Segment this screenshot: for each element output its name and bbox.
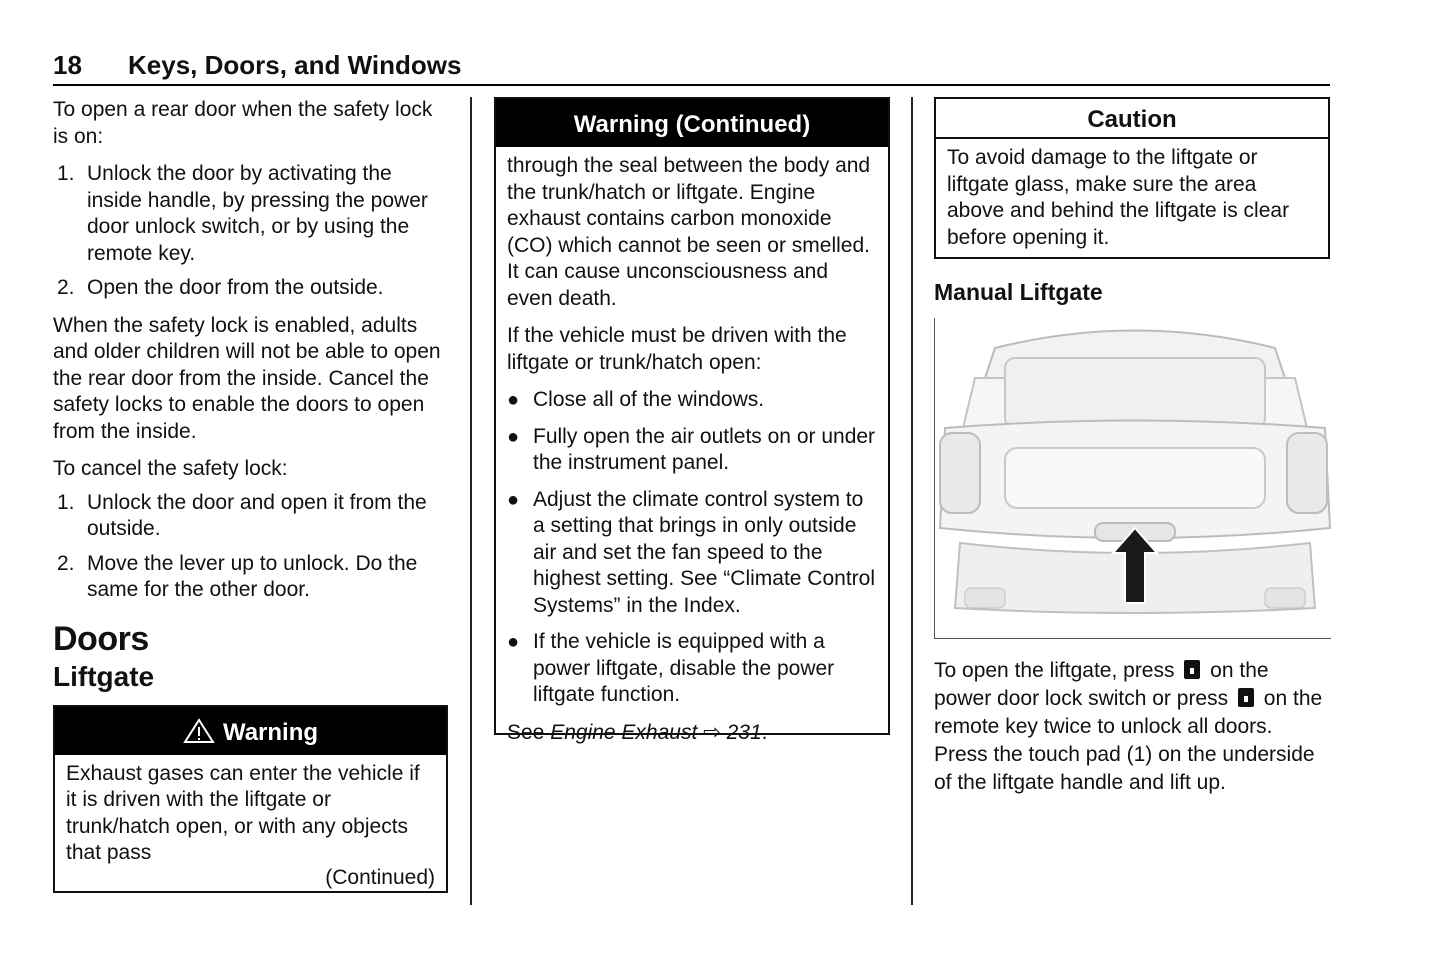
see-suffix: .: [761, 720, 768, 744]
vehicle-rear-image: [935, 318, 1331, 638]
heading-manual-liftgate: Manual Liftgate: [934, 279, 1103, 305]
bullet-text: Adjust the climate control system to a setting that brings in only outside air and set the fan speed to the highest setting. See “Climate Control Systems” in the Index.: [533, 487, 875, 617]
column-middle: [494, 97, 890, 744]
list-item: [507, 487, 877, 620]
bullet-icon: ●: [507, 631, 520, 653]
warning-continued-title: Warning (Continued): [496, 99, 888, 147]
open-steps-list: [53, 161, 448, 302]
bullet-icon: ●: [507, 389, 520, 411]
bullet-text: Close all of the windows.: [533, 388, 765, 411]
column-divider: [911, 97, 913, 905]
open-liftgate-text: [934, 657, 1330, 797]
heading-liftgate: Liftgate: [53, 661, 155, 692]
warning-continued-body: [496, 147, 888, 763]
warning-triangle-icon: [183, 718, 215, 744]
text-part: on the remote key twice to unlock all doors. Press the touch pad (1) on the underside of the liftgate handle and lift up.: [934, 686, 1323, 794]
step-text: Unlock the door by activating the inside handle, by pressing the power door unlock switch, or by using the remote key.: [87, 162, 428, 265]
warning-text: Exhaust gases can enter the vehicle if it is driven with the liftgate or trunk/hatch open, or with any objects that pass: [66, 761, 420, 864]
bullet-text: Fully open the air outlets on or under the instrument panel.: [533, 424, 876, 474]
bullet-text: If the vehicle is equipped with a power liftgate, disable the power liftgate function.: [533, 630, 835, 706]
cancel-intro: To cancel the safety lock:: [53, 457, 288, 480]
engine-exhaust-link[interactable]: Engine Exhaust: [550, 720, 698, 744]
warning-title-bar: [55, 707, 446, 755]
list-item: [53, 551, 448, 604]
see-reference: [507, 720, 877, 747]
warning-body: [55, 755, 446, 892]
page-ref-number[interactable]: 231: [726, 720, 762, 744]
column-right: [934, 97, 1330, 808]
step-text: Unlock the door and open it from the outside.: [87, 490, 427, 540]
caution-box: [934, 97, 1330, 259]
page-ref-arrow-icon: ⇨: [703, 720, 721, 744]
caution-title: Caution: [936, 99, 1328, 139]
step-text: Move the lever up to unlock. Do the same for the other door.: [87, 551, 418, 601]
column-divider: [470, 97, 472, 905]
unlock-icon: [1238, 688, 1254, 707]
liftgate-illustration: [934, 318, 1331, 639]
step-number: 1.: [57, 490, 75, 514]
warning-box: [53, 705, 448, 894]
bullet-icon: ●: [507, 488, 520, 511]
safety-lock-paragraph: When the safety lock is enabled, adults and older children will not be able to open the rear door from the inside. Cancel the safety locks to enable the doors to open from the inside.: [53, 313, 441, 443]
unlock-icon: [1184, 660, 1200, 679]
running-header: [53, 48, 1330, 86]
warning-continued-box: [494, 97, 890, 744]
text-part: To open the liftgate, press: [934, 658, 1181, 682]
section-title: Keys, Doors, and Windows: [128, 50, 462, 80]
column-left: [53, 97, 448, 893]
see-prefix: See: [507, 720, 551, 744]
list-item: [53, 490, 448, 543]
caution-text: To avoid damage to the liftgate or liftgate glass, make sure the area above and behind the liftgate is clear before opening it.: [947, 146, 1290, 249]
step-number: 2.: [57, 276, 75, 299]
driven-open-paragraph: If the vehicle must be driven with the liftgate or trunk/hatch open:: [507, 324, 847, 374]
step-number: 1.: [57, 162, 75, 185]
list-item: [507, 629, 877, 709]
intro-text: To open a rear door when the safety lock is on:: [53, 98, 433, 148]
page-number: 18: [53, 50, 82, 80]
text-part: on the power door lock switch or press: [934, 658, 1269, 710]
step-number: 2.: [57, 551, 75, 575]
cancel-steps-list: [53, 490, 448, 604]
continued-label: (Continued): [325, 865, 435, 889]
step-text: Open the door from the outside.: [87, 276, 384, 299]
co-paragraph: through the seal between the body and the trunk/hatch or liftgate. Engine exhaust contains carbon monoxide (CO) which cannot be seen or smelled. It can cause unconsciousness and even death.: [507, 154, 871, 310]
heading-doors: Doors: [53, 619, 149, 658]
list-item: [53, 275, 448, 302]
list-item: [507, 387, 877, 414]
warning-title: Warning: [222, 718, 319, 746]
precaution-list: [507, 387, 877, 709]
list-item: [53, 161, 448, 267]
bullet-icon: ●: [507, 425, 520, 448]
list-item: [507, 424, 877, 477]
